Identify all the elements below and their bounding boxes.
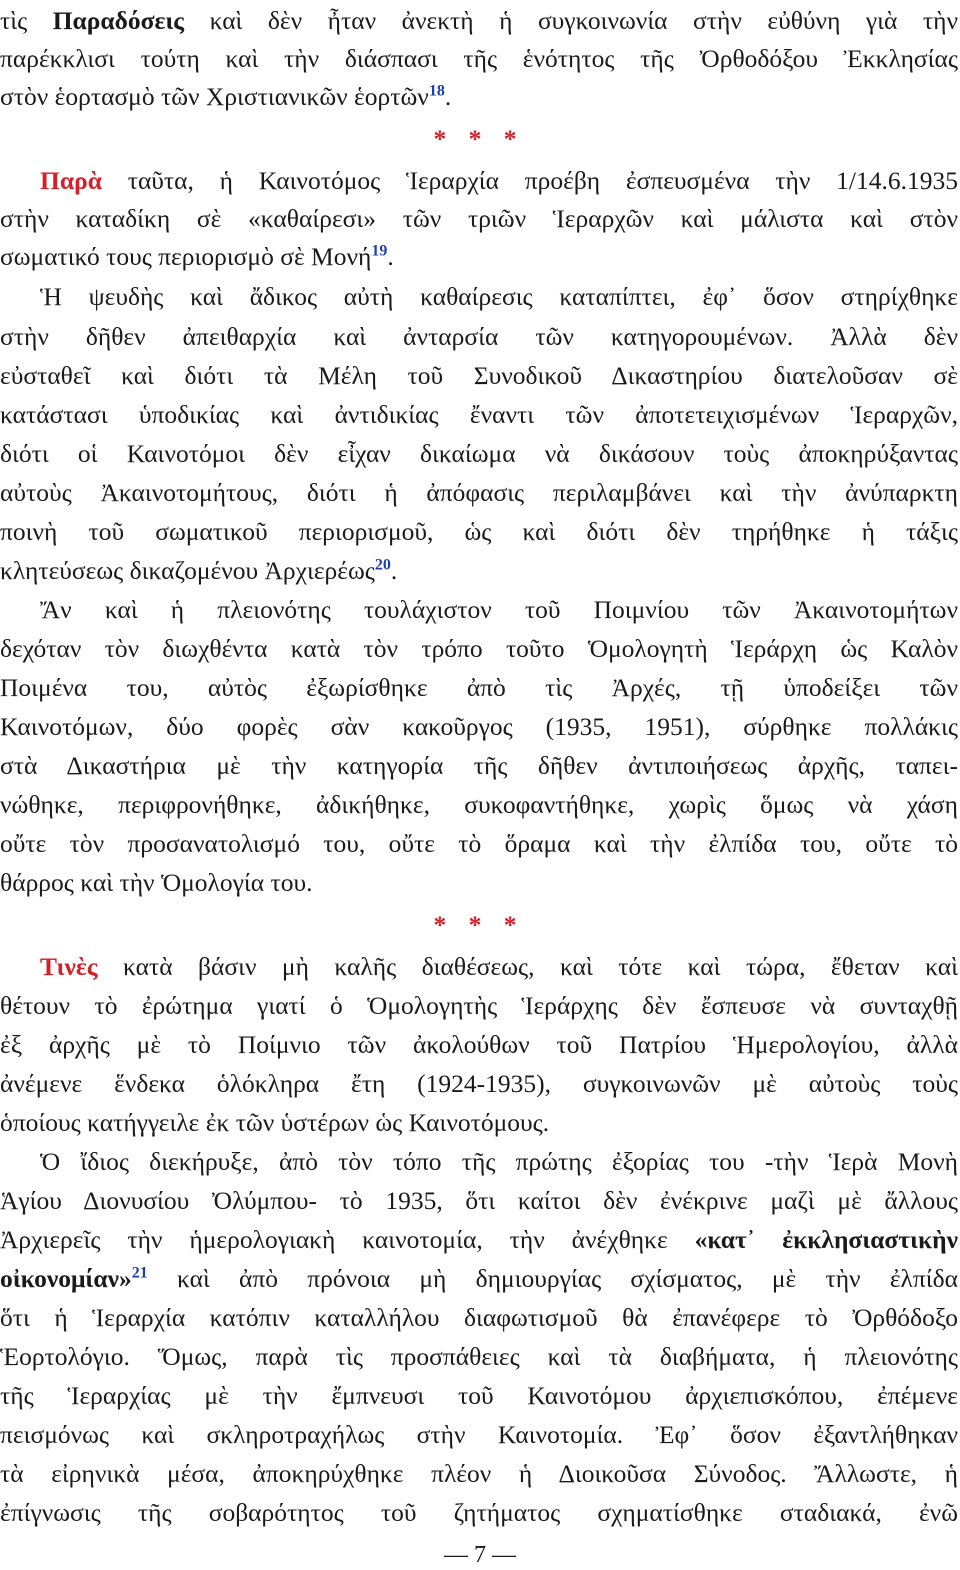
text-span: . bbox=[444, 82, 452, 111]
text-line bbox=[0, 1260, 958, 1298]
text-line: τὰ εἰρηνικὰ μέσα, ἀποκηρύχθηκε πλέον ἡ Διοικοῦσα Σύνοδος. Ἄλλωστε, ἡ bbox=[0, 1459, 958, 1488]
emphasis-text: οἰκονομίαν» bbox=[0, 1264, 132, 1293]
text-span: . bbox=[390, 556, 398, 585]
text-line bbox=[0, 78, 958, 116]
footnote-ref[interactable]: 19 bbox=[371, 242, 388, 260]
text-line: ὅτι ἡ Ἱεραρχία κατόπιν καταλλήλου διαφωτισμοῦ θὰ ἐπανέφερε τὸ Ὀρθόδοξο bbox=[0, 1303, 958, 1332]
text-line: Ἁγίου Διονυσίου Ὀλύμπου- τὸ 1935, ὅτι καίτοι δὲν ἐνέκρινε μαζὶ μὲ ἄλλους bbox=[0, 1186, 958, 1215]
text-line: Ἄν καὶ ἡ πλειονότης τουλάχιστον τοῦ Ποιμνίου τῶν Ἀκαινοτομήτων bbox=[40, 595, 958, 624]
text-line: Καινοτόμων, δύο φορὲς σὰν κακοῦργος (1935, 1951), σύρθηκε πολλάκις bbox=[0, 712, 958, 741]
text-span: τὶς bbox=[0, 6, 53, 35]
initial-word: Παρὰ bbox=[40, 166, 102, 195]
footnote-ref[interactable]: 18 bbox=[428, 82, 445, 100]
text-line: θάρρος καὶ τὴν Ὁμολογία του. bbox=[0, 868, 313, 897]
text-line: στὴν δῆθεν ἀπειθαρχία καὶ ἀνταρσία τῶν κατηγορουμένων. Ἀλλὰ δὲν bbox=[0, 322, 958, 351]
text-line: Ἑορτολόγιο. Ὅμως, παρὰ τὶς προσπάθειες καὶ τὰ διαβήματα, ἡ πλειονότης bbox=[0, 1342, 958, 1371]
section-divider: * * * bbox=[433, 910, 525, 939]
text-line bbox=[0, 552, 958, 590]
text-line: ὁποίους κατήγγειλε ἐκ τῶν ὑστέρων ὡς Καινοτόμους. bbox=[0, 1108, 550, 1137]
text-line: στὴν καταδίκη σὲ «καθαίρεσι» τῶν τριῶν Ἱεραρχῶν καὶ μάλιστα καὶ στὸν bbox=[0, 204, 958, 233]
text-span: ταῦτα, ἡ Καινοτόμος Ἱεραρχία προέβη ἐσπευσμένα τὴν 1/14.6.1935 bbox=[101, 166, 958, 195]
text-span: σωματικό τους περιορισμὸ σὲ Μονή bbox=[0, 242, 372, 271]
text-line: εὐσταθεῖ καὶ διότι τὰ Μέλη τοῦ Συνοδικοῦ Δικαστηρίου διατελοῦσαν σὲ bbox=[0, 361, 958, 390]
text-span: καὶ ἀπὸ πρόνοια μὴ δημιουργίας σχίσματος, μὲ τὴν ἐλπίδα bbox=[147, 1264, 958, 1293]
text-line bbox=[0, 238, 958, 276]
text-line: ποινὴ τοῦ σωματικοῦ περιορισμοῦ, ὡς καὶ διότι δὲν τηρήθηκε ἡ τάξις bbox=[0, 517, 958, 546]
text-line bbox=[0, 1221, 958, 1259]
footnote-ref[interactable]: 20 bbox=[374, 556, 391, 574]
text-line: Ἡ ψευδὴς καὶ ἄδικος αὐτὴ καθαίρεσις καταπίπτει, ἐφ᾽ ὅσον στηρίχθηκε bbox=[40, 282, 958, 311]
emphasis-text: Παραδόσεις bbox=[52, 6, 185, 35]
text-line: δεχόταν τὸν διωχθέντα κατὰ τὸν τρόπο τοῦτο Ὁμολογητὴ Ἱεράρχη ὡς Καλὸν bbox=[0, 634, 958, 663]
text-line: παρέκκλισι τούτη καὶ τὴν διάσπασι τῆς ἑνότητος τῆς Ὀρθοδόξου Ἐκκλησίας bbox=[0, 44, 958, 73]
text-span: κατὰ βάσιν μὴ καλῆς διαθέσεως, καὶ τότε καὶ τώρα, ἔθεταν καὶ bbox=[97, 952, 958, 981]
emphasis-text: «κατ᾽ ἐκκλησιαστικὴν bbox=[694, 1225, 958, 1254]
text-line bbox=[0, 2, 958, 40]
section-divider: * * * bbox=[433, 124, 525, 153]
text-line: τῆς Ἱεραρχίας μὲ τὴν ἔμπνευσι τοῦ Καινοτόμου ἀρχιεπισκόπου, ἐπέμενε bbox=[0, 1381, 958, 1410]
text-span: . bbox=[387, 242, 394, 271]
initial-word: Τινὲς bbox=[40, 952, 98, 981]
text-line bbox=[40, 948, 958, 986]
text-line: στὰ Δικαστήρια μὲ τὴν κατηγορία τῆς δῆθεν ἀντιποιήσεως ἀρχῆς, ταπει- bbox=[0, 751, 958, 780]
text-line bbox=[40, 162, 958, 200]
text-line: πεισμόνως καὶ σκληροτραχήλως στὴν Καινοτομία. Ἐφ᾽ ὅσον ἐξαντλήθηκαν bbox=[0, 1420, 958, 1449]
text-line: ἐπίγνωσις τῆς σοβαρότητος τοῦ ζητήματος σχηματίσθηκε σταδιακά, ἐνῶ bbox=[0, 1498, 958, 1527]
text-span: στὸν ἑορτασμὸ τῶν Χριστιανικῶν ἑορτῶν bbox=[0, 82, 429, 111]
text-span: καὶ δὲν ἦταν ἀνεκτὴ ἡ συγκοινωνία στὴν εὐθύνη γιὰ τὴν bbox=[184, 6, 958, 35]
page-number: — 7 — bbox=[444, 1542, 516, 1568]
footnote-ref[interactable]: 21 bbox=[131, 1264, 148, 1282]
text-line: αὐτοὺς Ἀκαινοτομήτους, διότι ἡ ἀπόφασις περιλαμβάνει καὶ τὴν ἀνύπαρκτη bbox=[0, 478, 958, 507]
text-line: κατάστασι ὑποδικίας καὶ ἀντιδικίας ἔναντι τῶν ἀποτετειχισμένων Ἱεραρχῶν, bbox=[0, 400, 958, 429]
text-line: ἐξ ἀρχῆς μὲ τὸ Ποίμνιο τῶν ἀκολούθων τοῦ Πατρίου Ἡμερολογίου, ἀλλὰ bbox=[0, 1030, 958, 1059]
text-line: διότι οἱ Καινοτόμοι δὲν εἶχαν δικαίωμα νὰ δικάσουν τοὺς ἀποκηρύξαντας bbox=[0, 439, 958, 468]
text-span: κλητεύσεως δικαζομένου Ἀρχιερέως bbox=[0, 556, 375, 585]
text-line: Ποιμένα του, αὐτὸς ἐξωρίσθηκε ἀπὸ τὶς Ἀρχές, τῇ ὑποδείξει τῶν bbox=[0, 673, 958, 702]
text-line: Ὁ ἴδιος διεκήρυξε, ἀπὸ τὸν τόπο τῆς πρώτης ἐξορίας του -τὴν Ἱερὰ Μονὴ bbox=[40, 1147, 958, 1176]
text-line: θέτουν τὸ ἐρώτημα γιατί ὁ Ὁμολογητὴς Ἱεράρχης δὲν ἔσπευσε νὰ συνταχθῇ bbox=[0, 991, 958, 1020]
text-line: ἀνέμενε ἕνδεκα ὁλόκληρα ἔτη (1924-1935), συγκοινωνῶν μὲ αὐτοὺς τοὺς bbox=[0, 1069, 958, 1098]
text-line: οὔτε τὸν προσανατολισμό του, οὔτε τὸ ὅραμα καὶ τὴν ἐλπίδα του, οὔτε τὸ bbox=[0, 829, 958, 858]
text-line: νώθηκε, περιφρονήθηκε, ἀδικήθηκε, συκοφαντήθηκε, χωρὶς ὅμως νὰ χάση bbox=[0, 790, 958, 819]
text-span: Ἀρχιερεῖς τὴν ἡμερολογιακὴ καινοτομία, τὴν ἀνέχθηκε bbox=[0, 1225, 695, 1254]
